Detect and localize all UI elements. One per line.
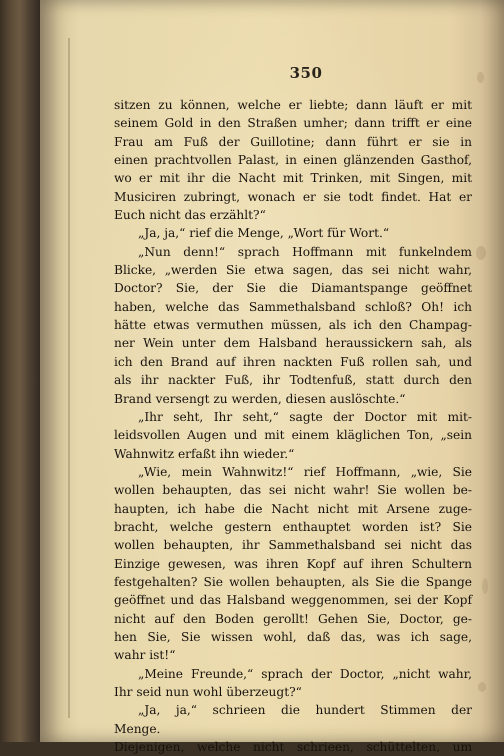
text-line: leidsvollen Augen und mit einem kläglichen Ton, „sein (114, 428, 472, 443)
text-line: wo er mit ihr die Nacht mit Trinken, mit Singen, mit (114, 171, 472, 186)
text-line: Blicke, „werden Sie etwa sagen, das sei nicht wahr, (114, 263, 472, 278)
text-line: ner Wein unter dem Halsband heraussickern sah, als (114, 336, 472, 351)
text-line: wollen behaupten, ihr Sammethalsband sei nicht das (114, 538, 472, 553)
text-line: „Ja, ja,“ rief die Menge, „Wort für Wort.“ (138, 226, 390, 241)
book-page (40, 0, 504, 755)
text-line: ich den Brand auf ihren nackten Fuß rollen sah, und (114, 354, 472, 369)
text-line: „Wie, mein Wahnwitz!“ rief Hoffmann, „wie, Sie (138, 464, 472, 479)
text-line: seinem Gold in den Straßen umher; dann trifft er eine (114, 116, 472, 131)
text-line: haupten, ich habe die Nacht nicht mit Arsene zuge- (114, 501, 472, 516)
text-line: Doctor? Sie, der Sie die Diamantspange geöffnet (114, 281, 472, 296)
text-line: haben, welche das Sammethalsband schloß? Oh! ich (114, 299, 472, 314)
text-line: bracht, welche gestern enthauptet worden ist? Sie (114, 519, 472, 534)
text-line: Musiciren zubringt, wonach er sie todt findet. Hat er (114, 189, 472, 204)
text-line: „Ja, ja,“ schrieen die hundert Stimmen der (138, 703, 472, 718)
text-line: „Nun denn!“ sprach Hoffmann mit funkelndem (138, 244, 472, 259)
paper-stain (482, 578, 488, 594)
text-line: Einzige gewesen, was ihren Kopf auf ihren Schultern (114, 556, 472, 571)
text-line: sitzen zu können, welche er liebte; dann läuft er mit (114, 98, 472, 112)
text-line: Frau am Fuß der Guillotine; dann führt er sie in (114, 134, 472, 149)
text-line: wollen behaupten, das sei nicht wahr! Sie wollen be- (114, 483, 472, 498)
text-line: geöffnet und das Halsband weggenommen, sei der Kopf (114, 593, 472, 608)
text-line: festgehalten? Sie wollen behaupten, als Sie die Spange (114, 574, 472, 589)
text-line: Diejenigen, welche nicht schrieen, schüttelten, um (114, 740, 472, 755)
text-line: Euch nicht das erzählt?“ (114, 208, 266, 223)
text-line: „Ihr seht, Ihr seht,“ sagte der Doctor mit mit- (138, 409, 472, 424)
text-line: hätte etwas vermuthen müssen, als ich den Champag- (114, 318, 472, 333)
gutter-shadow (68, 38, 70, 718)
text-line: nicht auf den Boden gerollt! Gehen Sie, Doctor, ge- (114, 611, 472, 626)
text-line: Menge. (114, 721, 161, 736)
text-line: Ihr seid nun wohl überzeugt?“ (114, 685, 302, 699)
text-line: Wahnwitz erfaßt ihn wieder.“ (114, 446, 295, 461)
text-line: einen prachtvollen Palast, in einen glänzenden Gasthof, (114, 153, 472, 168)
page-number: 350 (289, 64, 323, 82)
text-line: als ihr nackter Fuß, ihr Todtenfuß, statt durch den (114, 373, 472, 388)
paper-stain (478, 682, 486, 692)
text-line: „Meine Freunde,“ sprach der Doctor, „nicht wahr, (138, 666, 472, 681)
paper-stain (476, 246, 486, 260)
paper-stain (477, 72, 484, 83)
page-body-text (114, 96, 472, 756)
text-line: wahr ist!“ (114, 648, 176, 663)
text-line: hen Sie, Sie wissen wohl, daß das, was ich sage, (114, 629, 472, 644)
text-line: Brand versengt zu werden, diesen auslöschte.“ (114, 391, 406, 406)
